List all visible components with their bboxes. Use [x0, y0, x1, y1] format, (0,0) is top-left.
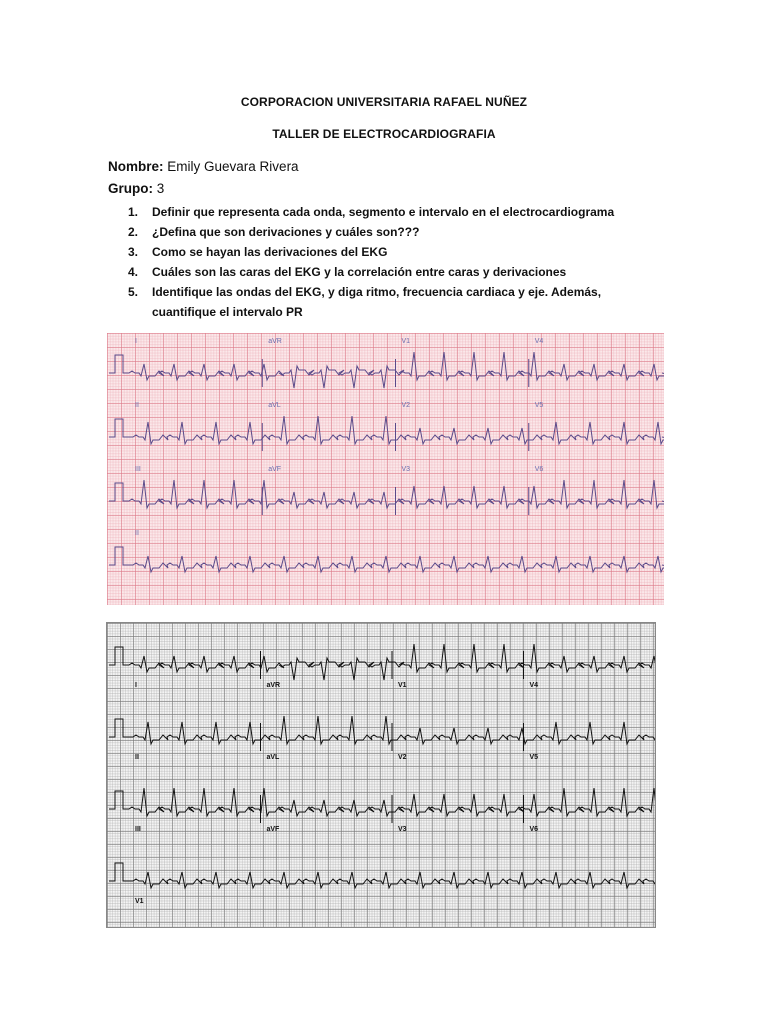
ekg-strip-pink	[107, 333, 664, 605]
ekg-trace	[109, 547, 664, 572]
lead-label: V1	[135, 898, 144, 905]
question-item	[108, 262, 668, 282]
question-text: ¿Defina que son derivaciones y cuáles son???	[152, 225, 420, 239]
lead-label: I	[135, 682, 137, 689]
question-number: 3.	[128, 245, 139, 259]
lead-label: V4	[534, 338, 544, 345]
lead-label: aVF	[266, 826, 280, 833]
question-number: 2.	[128, 225, 139, 239]
lead-label: V6	[534, 466, 544, 473]
ekg-trace	[109, 644, 656, 680]
ekg-strip-gray	[106, 622, 656, 928]
lead-label: aVF	[268, 466, 282, 473]
question-number: 4.	[128, 265, 139, 279]
name-label: Nombre:	[108, 159, 164, 174]
lead-label: V3	[398, 826, 407, 833]
group-value: 3	[156, 181, 165, 196]
lead-label: aVL	[268, 402, 281, 409]
lead-label: V1	[398, 682, 407, 689]
workshop-title: TALLER DE ELECTROCARDIOGRAFIA	[272, 127, 496, 141]
ekg-trace	[109, 788, 656, 816]
lead-label: II	[135, 530, 139, 537]
lead-label: V2	[398, 754, 407, 761]
name-field	[108, 159, 299, 174]
group-field	[108, 181, 164, 196]
ekg-trace	[109, 416, 664, 444]
lead-label: V4	[529, 682, 539, 689]
lead-label: II	[135, 402, 139, 409]
question-number: 5.	[128, 285, 139, 299]
question-text: Identifique las ondas del EKG, y diga ritmo, frecuencia cardiaca y eje. Además, cuantifique el intervalo PR	[152, 285, 602, 319]
lead-label: II	[135, 754, 139, 761]
question-text: Como se hayan las derivaciones del EKG	[152, 245, 388, 259]
lead-label: V6	[529, 826, 539, 833]
question-item	[108, 222, 668, 242]
question-text: Definir que representa cada onda, segmento e intervalo en el electrocardiograma	[152, 205, 615, 219]
lead-label: V1	[401, 338, 411, 345]
name-value: Emily Guevara Rivera	[167, 159, 299, 174]
question-text: Cuáles son las caras del EKG y la correlación entre caras y derivaciones	[152, 265, 567, 279]
ekg-trace	[109, 352, 664, 388]
group-label: Grupo:	[108, 181, 153, 196]
question-item	[108, 242, 668, 262]
ekg-trace	[109, 716, 656, 744]
question-list	[108, 202, 668, 322]
lead-label: III	[135, 826, 141, 833]
ekg-trace	[109, 863, 656, 888]
lead-label: aVR	[266, 682, 281, 689]
ekg-traces-pink	[107, 333, 664, 605]
institution-title: CORPORACION UNIVERSITARIA RAFAEL NUÑEZ	[240, 95, 528, 109]
ekg-trace	[109, 480, 664, 508]
lead-label: V3	[401, 466, 411, 473]
lead-label: aVL	[266, 754, 280, 761]
lead-label: V5	[534, 402, 544, 409]
lead-label: I	[135, 338, 137, 345]
question-item	[108, 202, 668, 222]
lead-label: aVR	[268, 338, 282, 345]
ekg-traces-gray	[107, 623, 656, 928]
lead-label: V2	[401, 402, 411, 409]
lead-label: V5	[529, 754, 539, 761]
lead-label: III	[135, 466, 141, 473]
question-number: 1.	[128, 205, 139, 219]
question-item	[108, 282, 668, 322]
